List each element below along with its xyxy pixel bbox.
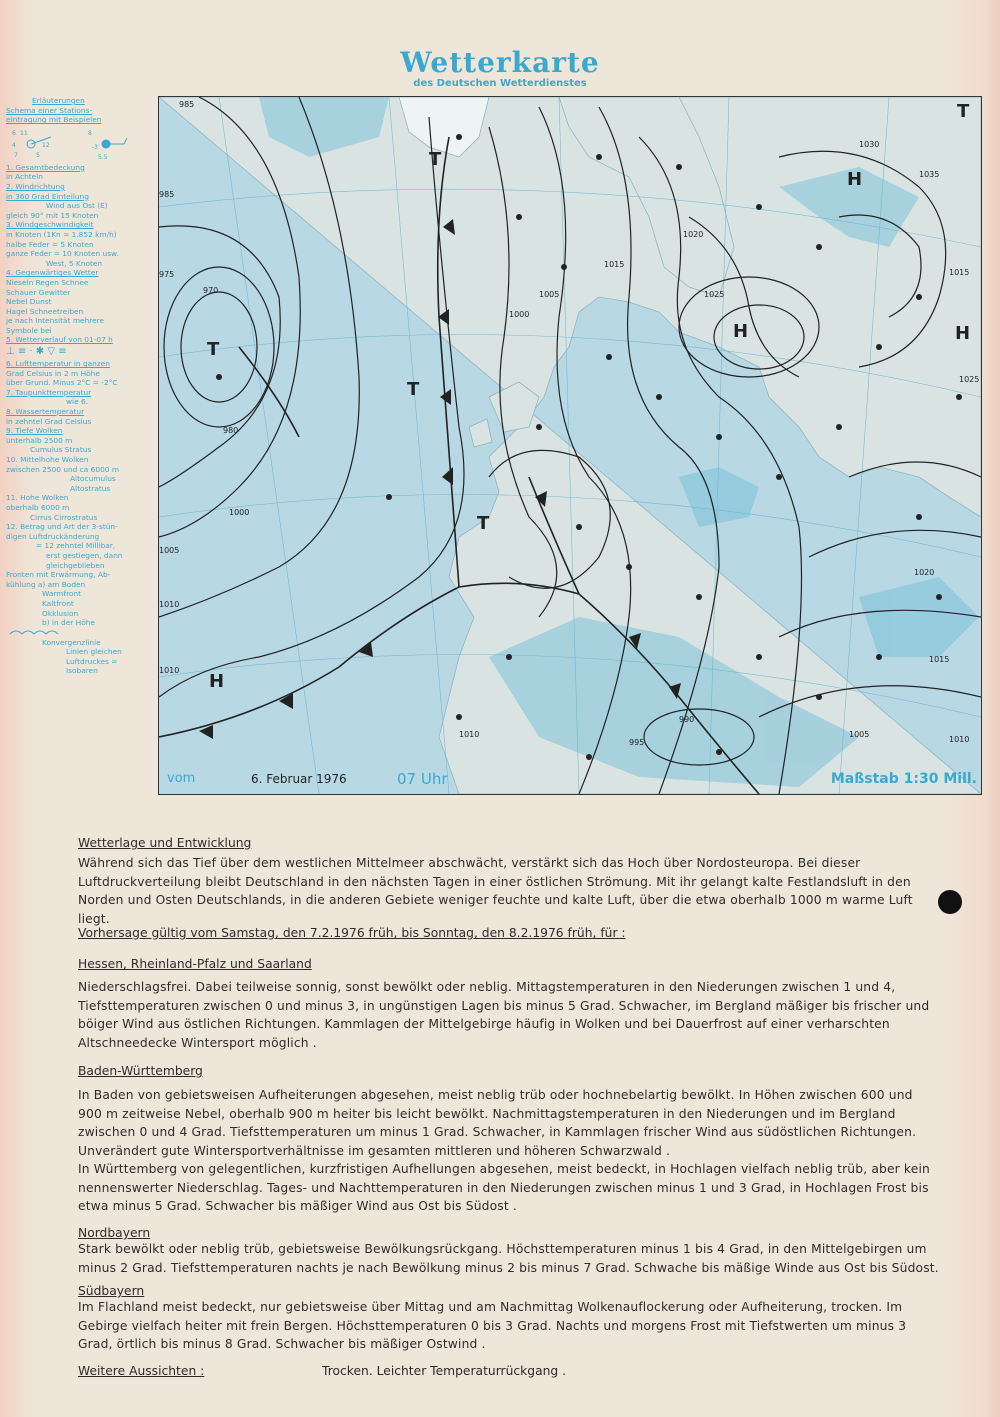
legend-line: 5. Wetterverlauf von 01-07 h xyxy=(6,335,113,345)
suedbayern-text: Im Flachland meist bedeckt, nur gebietsweise über Mittag und am Nachmittag Wolkenauflockerung oder Aufheiterung, trocken. Im Gebirge vielfach heiter mit frein Bergen. Höchsttemperaturen 0 bis 3 Grad. Nachts und morgens Frost mit Tiefstwerten um minus 3 Grad, örtlich bis minus 8 Grad. Schwacher bis mäßiger Ostwind . xyxy=(78,1300,907,1351)
center-label: T xyxy=(477,513,490,534)
isobar-label: 990 xyxy=(679,715,695,724)
bw-text-wuerttemberg: In Württemberg von gelegentlichen, kurzfristigen Aufhellungen abgesehen, meist bedeckt, in Hochlagen vielfach neblig trüb, aber kein nennenswerter Niederschlag. Tages- und Nachttemperaturen in den Niederungen zwischen minus 1 und 3 Grad, in Hochlagen Frost bis etwa minus 5 Grad. Schwacher bis mäßiger Wind aus Ost bis Südost . xyxy=(78,1162,930,1213)
suedbayern-heading: Südbayern xyxy=(78,1284,145,1298)
legend-line: Okklusion xyxy=(42,608,79,618)
legend-line: gleichgeblieben xyxy=(46,560,105,570)
svg-text:6: 6 xyxy=(12,129,16,137)
legend-line: Isobaren xyxy=(66,666,98,676)
center-label: H xyxy=(847,169,863,190)
center-label: T xyxy=(407,379,420,400)
punch-hole-bottom xyxy=(938,890,962,914)
isobar-label: 1020 xyxy=(914,568,935,577)
map-caption-scale: Maßstab 1:30 Mill. xyxy=(830,771,977,787)
legend-line: 2. Windrichtung xyxy=(6,181,65,191)
isobar-label: 1020 xyxy=(683,230,704,239)
map-caption-time: 07 Uhr xyxy=(397,770,448,788)
legend-line: wie 6. xyxy=(66,397,89,407)
isobar-label: 1010 xyxy=(949,735,970,744)
svg-text:5.5: 5.5 xyxy=(98,153,108,161)
legend-line: 6. Lufttemperatur in ganzen xyxy=(6,359,110,369)
svg-text:7: 7 xyxy=(14,151,18,159)
document-title: Wetterkarte xyxy=(400,46,600,79)
svg-text:4: 4 xyxy=(12,141,16,149)
isobar-label: 1015 xyxy=(929,655,950,664)
isobar-label: 1025 xyxy=(959,375,980,384)
legend-line: zwischen 2500 und ca 6000 m xyxy=(6,464,120,474)
legend-line: 3. Windgeschwindigkeit xyxy=(6,220,94,230)
map-legend xyxy=(6,96,156,676)
vorhersage-heading: Vorhersage gültig vom Samstag, den 7.2.1976 früh, bis Sonntag, den 8.2.1976 früh, für : xyxy=(78,926,626,940)
legend-line: 12. Betrag und Art der 3-stün- xyxy=(6,522,118,532)
legend-line: Nebel Dunst xyxy=(6,297,52,307)
legend-line: b) in der Höhe xyxy=(42,618,95,628)
legend-line: kühlung a) am Boden xyxy=(6,579,86,589)
legend-line: halbe Feder = 5 Knoten xyxy=(6,239,94,249)
legend-line: 9. Tiefe Wolken xyxy=(6,426,63,436)
legend-line: 8. Wassertemperatur xyxy=(6,407,85,417)
legend-line: 1. Gesamtbedeckung xyxy=(6,162,85,172)
hessen-heading: Hessen, Rheinland-Pfalz und Saarland xyxy=(78,957,312,971)
legend-line: Cumulus Stratus xyxy=(30,445,92,455)
document-header xyxy=(360,48,640,90)
legend-line: über Grund. Minus 2°C = -2°C xyxy=(6,378,118,388)
isobar-label: 1025 xyxy=(704,290,725,299)
isobar-label: 1010 xyxy=(159,600,180,609)
map-caption-date: 6. Februar 1976 xyxy=(251,772,347,786)
legend-line: erst gestiegen, dann xyxy=(46,550,123,560)
svg-text:12: 12 xyxy=(42,141,50,149)
legend-line: digen Luftdruckänderung xyxy=(6,531,100,541)
front-symbols-icon xyxy=(6,628,156,638)
isobar-label: 1005 xyxy=(159,546,180,555)
lage-heading: Wetterlage und Entwicklung xyxy=(78,836,252,850)
svg-text:5: 5 xyxy=(36,151,40,159)
legend-line: je nach Intensität mehrere xyxy=(6,316,105,326)
legend-line: Wind aus Ost (E) xyxy=(46,201,108,211)
legend-line: 10. Mittelhohe Wolken xyxy=(6,455,89,464)
legend-line: Symbole bei xyxy=(6,325,52,335)
legend-line: 11. Hohe Wolken xyxy=(6,493,69,503)
document-subtitle: des Deutschen Wetterdienstes xyxy=(413,78,587,89)
weather-course-icons: ⊥ ≡ · ✱ ▽ ≡ xyxy=(6,346,67,358)
isobar-label: 1005 xyxy=(539,290,560,299)
svg-text:11: 11 xyxy=(20,129,28,137)
svg-text:8: 8 xyxy=(88,129,92,137)
isobar-label: 1010 xyxy=(159,666,180,675)
isobar-label: 1035 xyxy=(919,170,940,179)
nordbayern-text: Stark bewölkt oder neblig trüb, gebietsweise Bewölkungsrückgang. Höchsttemperaturen minus 1 bis 4 Grad, in den Mittelgebirgen um minus 2 Grad. Tiefsttemperaturen nachts je nach Bewölkung minus 2 bis minus 7 Grad. Schwache bis mäßige Winde aus Ost bis Südost. xyxy=(78,1242,939,1275)
isobar-label: 1010 xyxy=(459,730,480,739)
bw-heading: Baden-Württemberg xyxy=(78,1064,203,1078)
legend-line: 7. Taupunkttemperatur xyxy=(6,387,92,397)
legend-line: in Knoten (1Kn = 1.852 km/h) xyxy=(6,229,117,239)
isobar-label: 975 xyxy=(159,270,175,279)
legend-line: Cirrus Cirrostratus xyxy=(30,512,98,522)
legend-line: gleich 90° mit 15 Knoten xyxy=(6,210,99,220)
isobar-label: 1000 xyxy=(229,508,250,517)
legend-line: ganze Feder = 10 Knoten usw. xyxy=(6,249,119,259)
isobar-label: 985 xyxy=(179,100,195,109)
isobar-label: 1030 xyxy=(859,140,880,149)
isobar-label: 970 xyxy=(203,286,219,295)
map-caption-vom: vom xyxy=(167,771,196,786)
legend-line: in zehntel Grad Celsius xyxy=(6,416,92,426)
legend-line: unterhalb 2500 m xyxy=(6,435,73,445)
legend-line: Schauer Gewitter xyxy=(6,287,71,297)
legend-line: Grad Celsius in 2 m Höhe xyxy=(6,368,100,378)
weather-map-drawing xyxy=(159,97,981,794)
legend-line: oberhalb 6000 m xyxy=(6,502,70,512)
svg-text:-3: -3 xyxy=(92,143,98,151)
center-label: H xyxy=(733,321,749,342)
legend-line: = 12 zehntel Millibar, xyxy=(36,541,116,551)
center-label: H xyxy=(209,671,225,692)
legend-line: Nieseln Regen Schnee xyxy=(6,277,89,287)
isobar-label: 985 xyxy=(159,190,175,199)
isobar-label: 1000 xyxy=(509,310,530,319)
legend-line: Konvergenzlinie xyxy=(42,637,101,647)
isobar-label: 1015 xyxy=(949,268,970,277)
bw-text-baden: In Baden von gebietsweisen Aufheiterungen abgesehen, meist neblig trüb oder hochnebelartig bewölkt. In Höhen zwischen 600 und 900 m zeitweise Nebel, oberhalb 900 m heiter bis leicht bewölkt. Nachmittagstemperaturen in den Niederungen und im Bergland zwischen 0 und 4 Grad. Tiefsttemperaturen um minus 1 Grad. Schwacher, in Kammlagen frischer Wind aus südöstlichen Richtungen. Unverändert gute Wintersportverhältnisse im gesamten mittleren und höheren Schwarzwald . xyxy=(78,1088,917,1158)
legend-line: eintragung mit Beispielen xyxy=(6,115,102,125)
isobar-label: 980 xyxy=(223,426,239,435)
legend-line: in Achteln xyxy=(6,172,43,182)
legend-line: Fronten mit Erwärmung, Ab- xyxy=(6,570,111,580)
legend-line: Kaltfront xyxy=(42,598,74,608)
legend-title: Erläuterungen xyxy=(32,96,85,105)
legend-line: Altostratus xyxy=(70,483,111,493)
legend-line: 4. Gegenwärtiges Wetter xyxy=(6,268,99,278)
center-label: T xyxy=(957,101,970,122)
legend-line: Warmfront xyxy=(42,589,82,599)
nordbayern-heading: Nordbayern xyxy=(78,1226,151,1240)
center-label: H xyxy=(955,323,971,344)
legend-line: Luftdruckes = xyxy=(66,656,118,666)
isobar-label: 1015 xyxy=(604,260,625,269)
lage-text: Während sich das Tief über dem westlichen Mittelmeer abschwächt, verstärkt sich das Hoch über Nordosteuropa. Bei dieser Luftdruckverteilung bleibt Deutschland in den nächsten Tagen in einer östlichen Strömung. Mit ihr gelangt kalte Festlandsluft in den Norden und Osten Deutschlands, in die anderen Gebiete weniger feuchte und kalte Luft, über die etwa oberhalb 1000 m warme Luft liegt. xyxy=(78,856,913,926)
isobar-label: 995 xyxy=(629,738,645,747)
legend-line: in 360 Grad Einteilung xyxy=(6,191,89,201)
center-label: T xyxy=(429,149,442,170)
isobar-label: 1005 xyxy=(849,730,870,739)
aussichten-text: Trocken. Leichter Temperaturrückgang . xyxy=(322,1364,567,1378)
aussichten-label: Weitere Aussichten : xyxy=(78,1364,205,1378)
legend-line: Altocumulus xyxy=(70,474,116,484)
legend-line: Schema einer Stations- xyxy=(6,105,93,115)
hessen-text: Niederschlagsfrei. Dabei teilweise sonnig, sonst bewölkt oder neblig. Mittagstemperaturen in den Niederungen zwischen 1 und 4, Tiefsttemperaturen zwischen 0 und minus 3, in ungünstigen Lagen bis minus 5 Grad. Schwacher, im Bergland mäßiger bis frischer und böiger Wind aus östlichen Richtungen. Kammlagen der Mittelgebirge häufig in Wolken und bei Dauerfrost auf einer verharschten Altschneedecke Wintersport möglich . xyxy=(78,980,930,1050)
center-label: T xyxy=(207,339,220,360)
legend-line: West, 5 Knoten xyxy=(46,258,103,268)
legend-line: Hagel Schneetreiben xyxy=(6,306,84,316)
station-schema-icon xyxy=(6,125,156,163)
legend-line: Linien gleichen xyxy=(66,647,122,657)
weather-map xyxy=(158,96,982,795)
